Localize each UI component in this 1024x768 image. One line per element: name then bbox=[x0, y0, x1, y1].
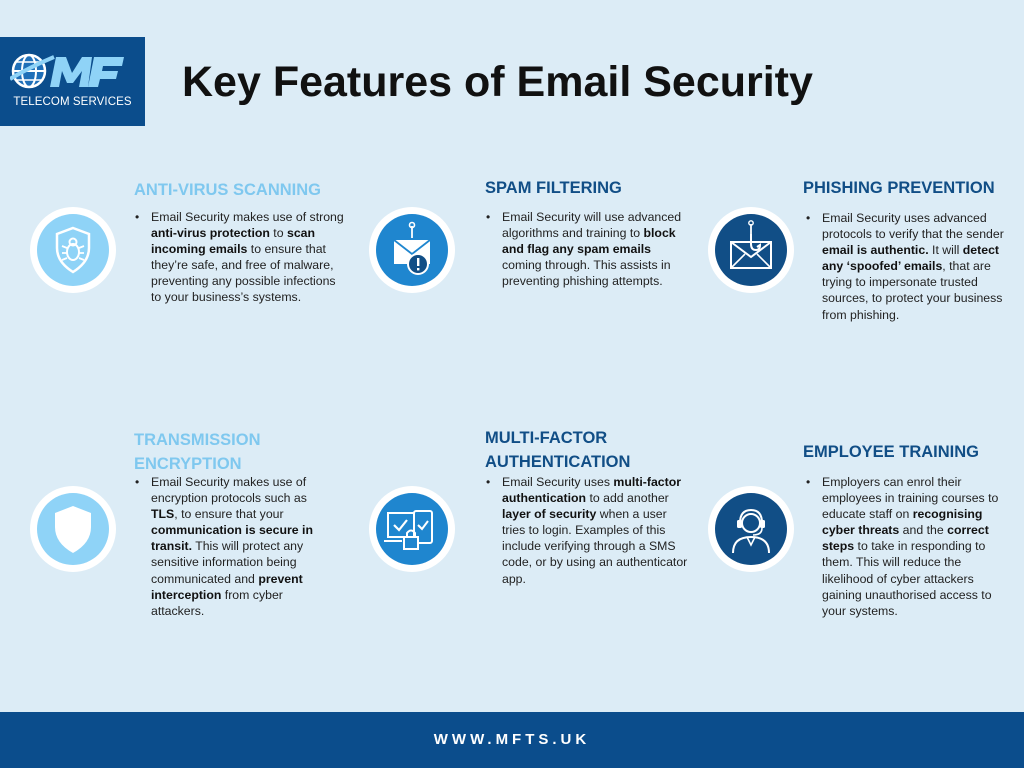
feature-body-transmission-encryption bbox=[135, 474, 331, 619]
mfa-devices-icon bbox=[376, 493, 448, 565]
company-logo[interactable] bbox=[0, 37, 145, 126]
headset-person-icon bbox=[715, 493, 787, 565]
body-text: to ensure that they’re safe, and free of malware, preventing any possible infections to your business’s systems. bbox=[151, 242, 336, 305]
body-text: Email Security will use advanced algorithms and training to bbox=[502, 210, 682, 241]
feature-text bbox=[151, 210, 344, 304]
body-text: Employers can enrol their employees in training courses to educate staff on bbox=[822, 475, 999, 522]
body-text: and the bbox=[899, 523, 948, 538]
bullet: • bbox=[135, 210, 140, 224]
icon-ring bbox=[369, 486, 455, 572]
emphasis-text: detect any ‘spoofed’ emails bbox=[822, 243, 999, 274]
emphasis-text: email is authentic. bbox=[822, 243, 929, 258]
feature-body-multi-factor-authentication bbox=[486, 474, 692, 587]
feature-text bbox=[822, 211, 1004, 322]
body-text: It will bbox=[928, 243, 963, 258]
feature-body-employee-training bbox=[806, 474, 1012, 619]
icon-disc bbox=[715, 493, 787, 565]
footer-bar bbox=[0, 712, 1024, 768]
bullet: • bbox=[806, 211, 811, 225]
bullet: • bbox=[486, 210, 491, 224]
body-text: coming through. This assists in preventing phishing attempts. bbox=[502, 258, 671, 289]
feature-heading-employee-training: EMPLOYEE TRAINING bbox=[803, 443, 980, 461]
email-alert-icon bbox=[376, 214, 448, 286]
feature-body-anti-virus bbox=[135, 209, 346, 306]
globe-icon bbox=[10, 49, 136, 95]
body-text: , that are trying to impersonate trusted sources, to protect your business from phishing. bbox=[822, 259, 1003, 322]
emphasis-text: scan incoming emails bbox=[151, 226, 316, 257]
icon-ring bbox=[30, 486, 116, 572]
emphasis-text: prevent interception bbox=[151, 571, 303, 602]
emphasis-text: multi-factor authentication bbox=[502, 475, 682, 506]
logo-subtitle: TELECOM SERVICES bbox=[13, 96, 132, 108]
footer-website-link[interactable]: WWW.MFTS.UK bbox=[433, 731, 591, 748]
bullet: • bbox=[135, 475, 140, 489]
emphasis-text: recognising cyber threats bbox=[822, 507, 983, 538]
shield-icon bbox=[37, 493, 109, 565]
emphasis-text: communication is secure in transit. bbox=[151, 523, 313, 554]
body-text: This will protect any sensitive information being communicated and bbox=[151, 539, 304, 586]
body-text: to take in responding to them. This will reduce the likelihood of cyber attackers gaining unauthorised access to your systems. bbox=[822, 539, 992, 618]
feature-heading-spam-filtering: SPAM FILTERING bbox=[485, 179, 622, 197]
emphasis-text: TLS bbox=[151, 507, 175, 522]
body-text: Email Security makes use of encryption protocols such as bbox=[151, 475, 307, 506]
body-text: , to ensure that your bbox=[174, 507, 284, 522]
feature-text bbox=[502, 210, 681, 288]
feature-heading-phishing-prevention: PHISHING PREVENTION bbox=[803, 179, 995, 197]
icon-disc bbox=[376, 214, 448, 286]
bullet: • bbox=[486, 475, 491, 489]
icon-disc bbox=[37, 214, 109, 286]
emphasis-text: block and flag any spam emails bbox=[502, 226, 676, 257]
phishing-hook-envelope-icon bbox=[715, 214, 787, 286]
body-text: when a user tries to login. Examples of this include verifying through a SMS code, or by using an authenticator app. bbox=[502, 507, 688, 586]
feature-heading-multi-factor-authentication: MULTI-FACTOR AUTHENTICATION bbox=[485, 429, 631, 471]
page-title: Key Features of Email Security bbox=[182, 58, 813, 106]
icon-ring bbox=[30, 207, 116, 293]
icon-disc bbox=[715, 214, 787, 286]
icon-ring bbox=[369, 207, 455, 293]
body-text: from cyber attackers. bbox=[151, 587, 283, 618]
emphasis-text: correct steps bbox=[822, 523, 989, 554]
emphasis-text: anti-virus protection bbox=[151, 226, 270, 241]
feature-text bbox=[151, 475, 313, 618]
body-text: Email Security makes use of strong bbox=[151, 210, 344, 224]
icon-disc bbox=[37, 493, 109, 565]
feature-body-spam-filtering bbox=[486, 209, 692, 289]
feature-text bbox=[822, 475, 998, 618]
body-text: Email Security uses bbox=[502, 475, 614, 489]
icon-ring bbox=[708, 486, 794, 572]
body-text: Email Security uses advanced protocols to verify that the sender bbox=[822, 211, 1004, 242]
bullet: • bbox=[806, 475, 811, 489]
body-text: to add another bbox=[586, 491, 669, 506]
icon-ring bbox=[708, 207, 794, 293]
feature-text bbox=[502, 475, 687, 586]
feature-heading-transmission-encryption: TRANSMISSION ENCRYPTION bbox=[134, 431, 261, 473]
emphasis-text: layer of security bbox=[502, 507, 597, 522]
feature-heading-anti-virus: ANTI-VIRUS SCANNING bbox=[134, 181, 322, 199]
icon-disc bbox=[376, 493, 448, 565]
body-text: to bbox=[269, 226, 287, 241]
virus-shield-icon bbox=[37, 214, 109, 286]
feature-body-phishing-prevention bbox=[806, 210, 1018, 323]
